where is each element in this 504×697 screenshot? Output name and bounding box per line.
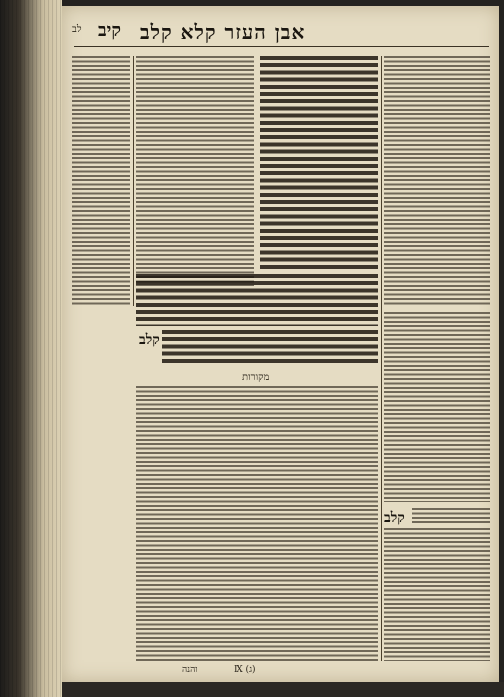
signature-mark: Ⅸ (ג)	[234, 665, 256, 675]
section-label-right: קלב	[384, 510, 405, 526]
folio-number: קיב	[98, 20, 122, 41]
main-text-section	[162, 330, 378, 366]
commentary-column-left-top	[136, 56, 254, 286]
corner-mark: לב	[72, 24, 82, 35]
commentary-column-right-top	[384, 56, 490, 306]
main-text-column	[260, 56, 378, 271]
commentary-column-right-middle	[384, 312, 490, 502]
page-title: אבן העזר קלא קלב	[140, 20, 306, 44]
commentary-column-right-bottom	[384, 528, 490, 661]
column-divider	[133, 56, 134, 306]
margin-commentary-column	[72, 56, 130, 306]
book-gutter-edge	[0, 0, 62, 697]
book-page	[62, 6, 499, 682]
column-divider	[381, 56, 382, 661]
main-text-continuation	[136, 274, 378, 326]
scan-bottom-edge	[62, 682, 504, 697]
header-rule	[74, 46, 489, 47]
commentary-right-section-head	[412, 508, 490, 524]
commentary-column-left-bottom	[136, 386, 378, 661]
center-heading: מקורות	[242, 372, 270, 383]
section-label-left: קלב	[139, 332, 160, 348]
catchword: והנה	[182, 665, 198, 675]
